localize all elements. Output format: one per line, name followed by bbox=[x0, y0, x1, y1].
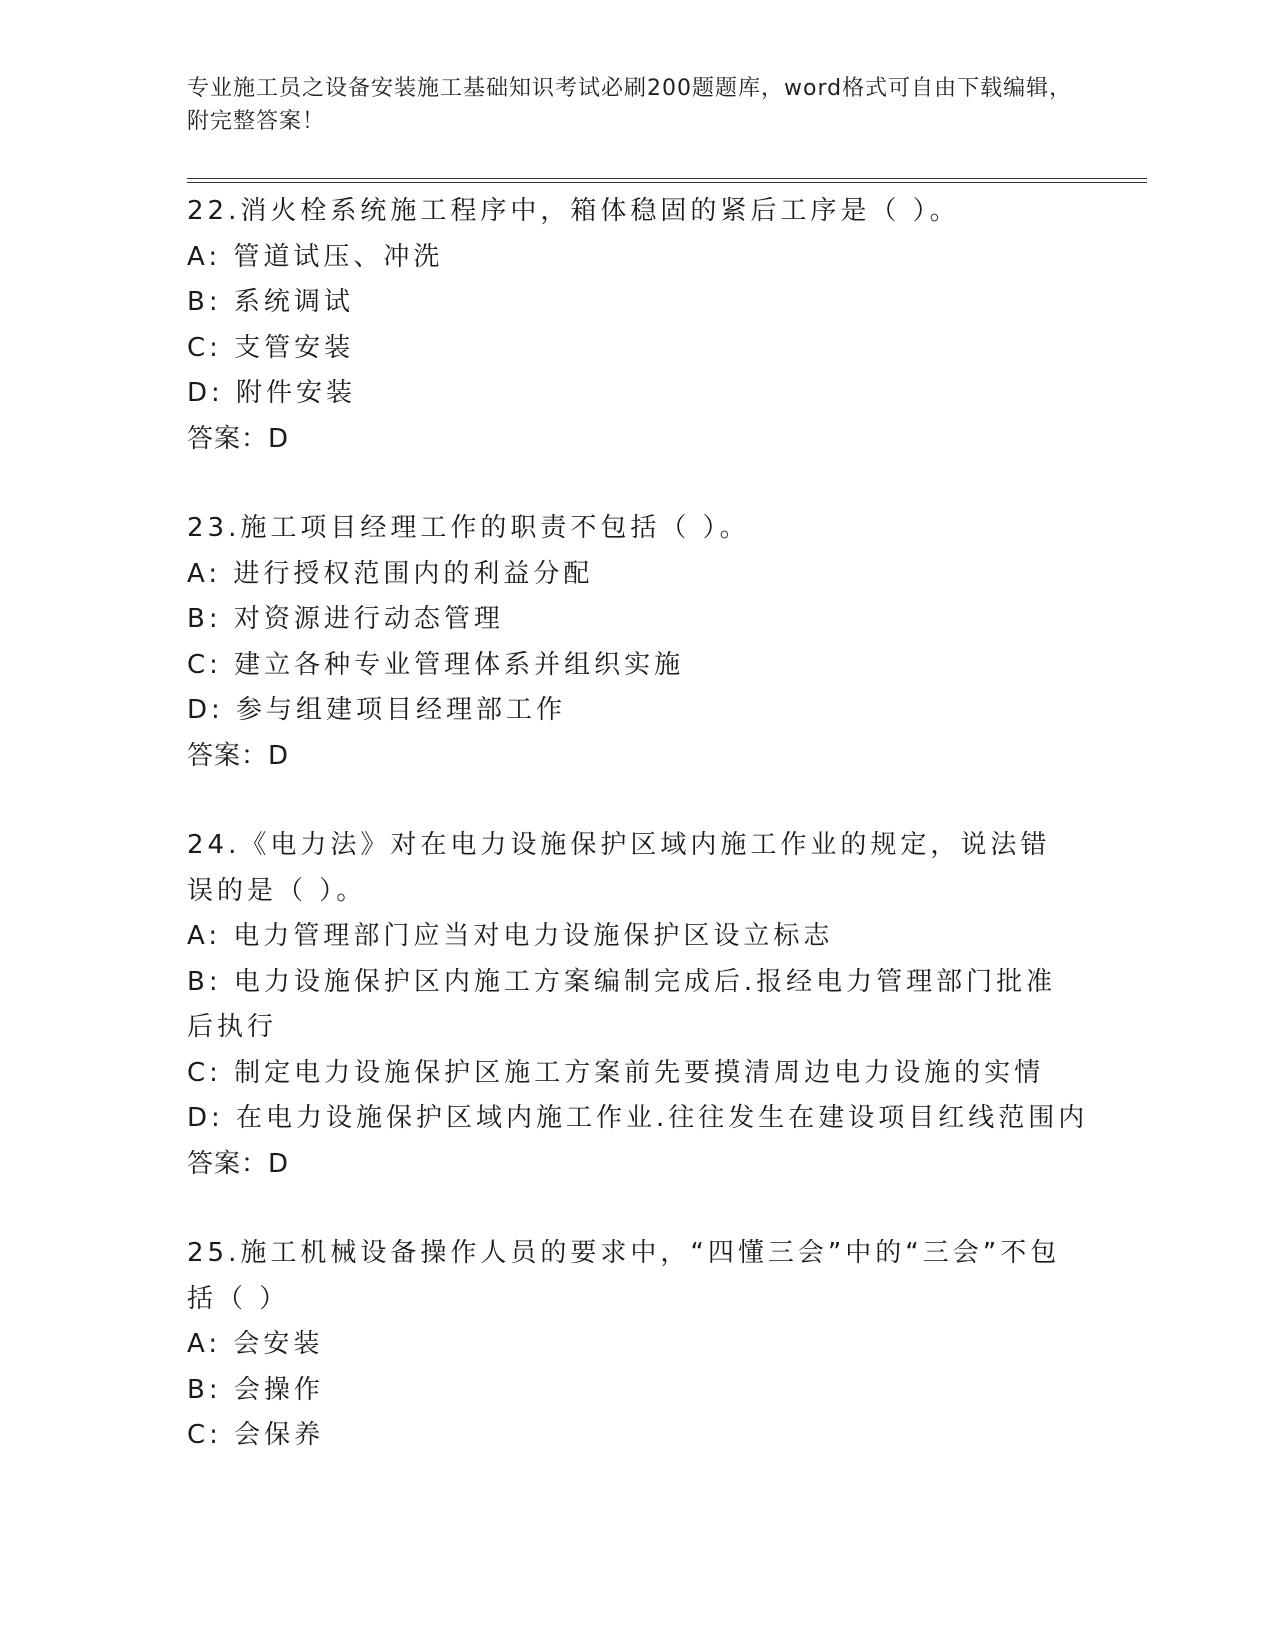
option-b: B: 会操作 bbox=[187, 1374, 324, 1405]
option-c: C: 制定电力设施保护区施工方案前先要摸清周边电力设施的实情 bbox=[187, 1057, 1045, 1088]
answer-text: 答案：D bbox=[187, 740, 290, 771]
question-stem: 22.消火栓系统施工程序中，箱体稳固的紧后工序是（ ）。 bbox=[187, 196, 960, 226]
header-divider bbox=[187, 178, 1147, 183]
option-a: A: 电力管理部门应当对电力设施保护区设立标志 bbox=[187, 921, 834, 951]
question-23 bbox=[187, 506, 1067, 779]
question-list bbox=[187, 189, 1089, 1503]
option-d: D: 在电力设施保护区域内施工作业.往往发生在建设项目红线范围内 bbox=[187, 1103, 1089, 1133]
answer-text: 答案：D bbox=[187, 1148, 290, 1179]
question-stem: 24.《电力法》对在电力设施保护区域内施工作业的规定，说法错误的是（ ）。 bbox=[187, 830, 1051, 906]
option-a: A: 管道试压、冲洗 bbox=[187, 241, 444, 272]
option-a: A: 进行授权范围内的利益分配 bbox=[187, 558, 594, 589]
question-stem: 25.施工机械设备操作人员的要求中，“四懂三会”中的“三会”不包括（ ） bbox=[187, 1238, 1061, 1314]
option-c: C: 会保养 bbox=[187, 1420, 325, 1450]
answer-text: 答案：D bbox=[187, 423, 290, 454]
option-b: B: 电力设施保护区内施工方案编制完成后.报经电力管理部门批准后执行 bbox=[187, 966, 1057, 1042]
document-page bbox=[187, 0, 1147, 1650]
option-d: D: 附件安装 bbox=[187, 378, 357, 408]
question-22 bbox=[187, 189, 1067, 462]
option-a: A: 会安装 bbox=[187, 1329, 324, 1359]
question-25 bbox=[187, 1231, 1067, 1459]
document-header bbox=[187, 72, 1087, 138]
question-24 bbox=[187, 823, 1089, 1187]
header-title: 专业施工员之设备安装施工基础知识考试必刷200题题库，word格式可自由下载编辑，附完整答案！ bbox=[187, 76, 1073, 134]
option-c: C: 建立各种专业管理体系并组织实施 bbox=[187, 649, 685, 680]
option-c: C: 支管安装 bbox=[187, 332, 355, 363]
question-stem: 23.施工项目经理工作的职责不包括（ ）。 bbox=[187, 513, 750, 543]
option-b: B: 系统调试 bbox=[187, 287, 354, 317]
option-b: B: 对资源进行动态管理 bbox=[187, 604, 504, 634]
option-d: D: 参与组建项目经理部工作 bbox=[187, 695, 567, 725]
